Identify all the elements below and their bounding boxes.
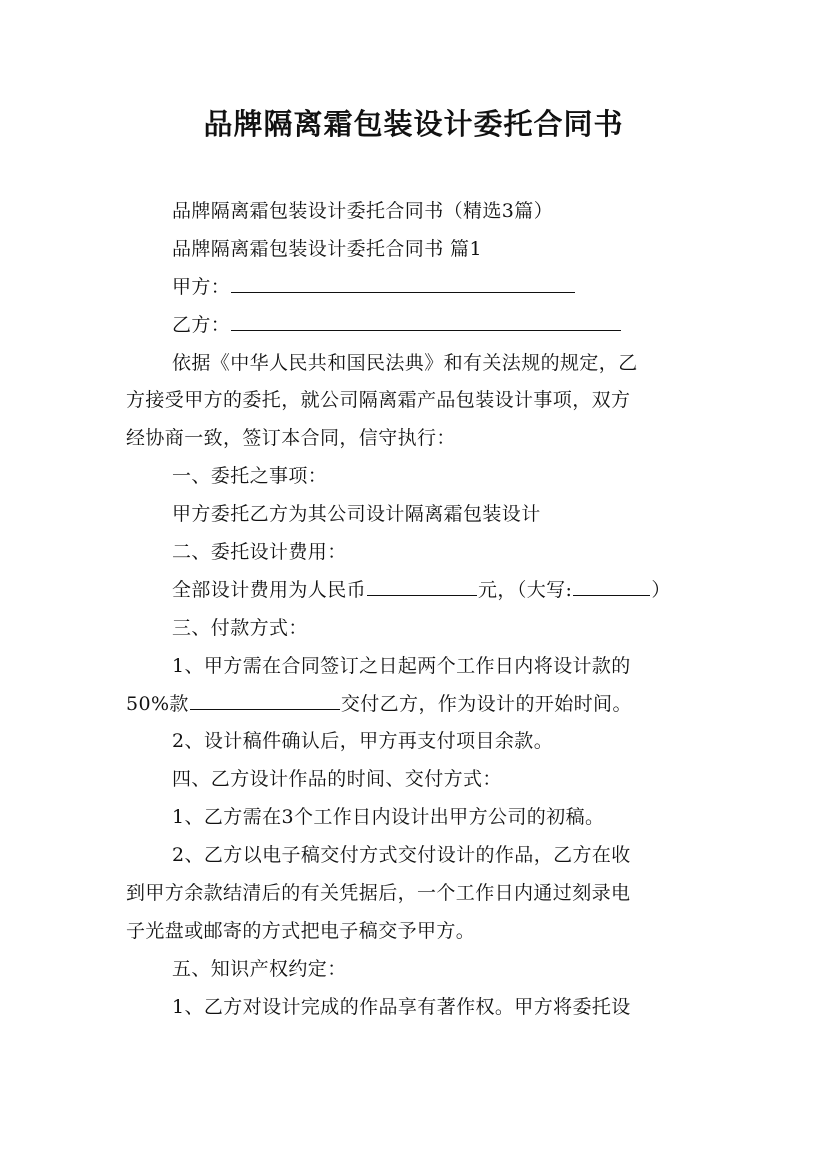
deposit-line bbox=[126, 686, 706, 724]
document-title: 品牌隔离霜包装设计委托合同书 bbox=[203, 107, 624, 141]
body-line: 甲方委托乙方为其公司设计隔离霜包装设计 bbox=[172, 503, 541, 526]
fee-amount-blank bbox=[367, 577, 477, 596]
clause-heading-4: 四、乙方设计作品的时间、交付方式： bbox=[172, 768, 502, 791]
body-line: 1、乙方需在3个工作日内设计出甲方公司的初稿。 bbox=[172, 806, 605, 829]
party-b-line bbox=[126, 307, 706, 345]
body-line: 子光盘或邮寄的方式把电子稿交予甲方。 bbox=[126, 919, 476, 942]
party-a-blank bbox=[231, 274, 575, 293]
fee-label: 全部设计费用为人民币 bbox=[172, 578, 367, 601]
party-b-label: 乙方： bbox=[172, 313, 231, 336]
body-line: 依据《中华人民共和国民法典》和有关法规的规定，乙 bbox=[172, 351, 638, 374]
clause-heading-5: 五、知识产权约定： bbox=[172, 957, 347, 980]
body-line: 经协商一致，签订本合同，信守执行： bbox=[126, 427, 456, 450]
party-a-line bbox=[126, 269, 706, 307]
body-line: 到甲方余款结清后的有关凭据后，一个工作日内通过刻录电 bbox=[126, 882, 631, 905]
deposit-text: 交付乙方，作为设计的开始时间。 bbox=[340, 692, 632, 715]
body-line: 1、乙方对设计完成的作品享有著作权。甲方将委托设 bbox=[172, 995, 631, 1018]
clause-heading-3: 三、付款方式： bbox=[172, 616, 308, 639]
deposit-blank bbox=[190, 691, 340, 710]
fee-capital-label: 元，（大写: bbox=[478, 578, 573, 601]
section-heading-pian1: 品牌隔离霜包装设计委托合同书 篇1 bbox=[172, 237, 482, 260]
subtitle-line: 品牌隔离霜包装设计委托合同书（精选3篇） bbox=[172, 200, 554, 222]
fee-capital-blank bbox=[573, 577, 650, 596]
body-line: 2、乙方以电子稿交付方式交付设计的作品，乙方在收 bbox=[172, 844, 631, 867]
body-line: 1、甲方需在合同签订之日起两个工作日内将设计款的 bbox=[172, 654, 631, 677]
party-a-label: 甲方： bbox=[172, 275, 231, 298]
clause-heading-2: 二、委托设计费用： bbox=[172, 541, 347, 564]
party-b-blank bbox=[231, 312, 621, 331]
fee-line bbox=[126, 572, 706, 610]
body-line: 方接受甲方的委托，就公司隔离霜产品包装设计事项，双方 bbox=[126, 389, 631, 412]
clause-heading-1: 一、委托之事项： bbox=[172, 465, 328, 488]
fee-close-paren: ） bbox=[651, 578, 671, 601]
deposit-label: 50%款 bbox=[126, 692, 189, 715]
body-line: 2、设计稿件确认后，甲方再支付项目余款。 bbox=[172, 730, 554, 753]
document-body bbox=[126, 193, 706, 1027]
